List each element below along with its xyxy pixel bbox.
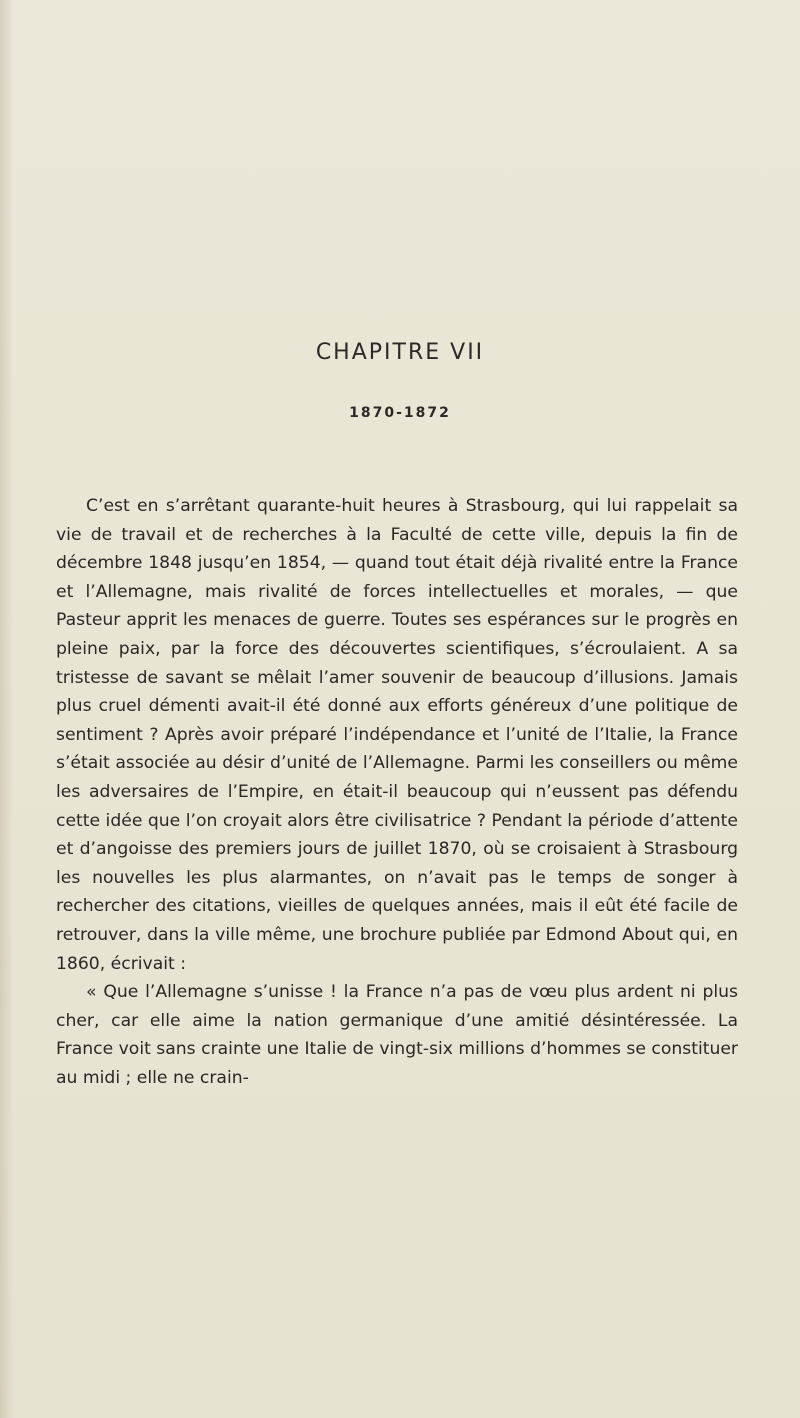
chapter-title: CHAPITRE VII <box>315 340 485 365</box>
body-text <box>56 492 738 1092</box>
quote-paragraph: « Que l’Allemagne s’unisse ! la France n’a pas de vœu plus ardent ni plus cher, car elle aime la nation germanique d’une amitié désintéressée. La France voit sans crainte une Italie de vingt-six millions d’hommes se constituer au midi ; elle ne crain- <box>56 982 738 1088</box>
paragraph: C’est en s’arrêtant quarante-huit heures à Strasbourg, qui lui rappelait sa vie de travail et de recherches à la Faculté de cette ville, depuis la fin de décembre 1848 jusqu’en 1854, — quand tout était déjà rivalité entre la France et l’Allemagne, mais rivalité de forces intellectuelles et morales, — que Pasteur apprit les menaces de guerre. Toutes ses espérances sur le progrès en pleine paix, par la force des découvertes scientifiques, s’écroulaient. A sa tristesse de savant se mêlait l’amer souvenir de beaucoup d’illusions. Jamais plus cruel démenti avait-il été donné aux efforts généreux d’une politique de sentiment ? Après avoir préparé l’indépendance et l’unité de l’Italie, la France s’était associée au désir d’unité de l’Allemagne. Parmi les conseillers ou même les adversaires de l’Empire, en était-il beaucoup qui n’eussent pas défendu cette idée que l’on croyait alors être civilisatrice ? Pendant la période d’attente et d’angoisse des premiers jours de juillet 1870, où se croisaient à Strasbourg les nouvelles les plus alarmantes, on n’avait pas le temps de songer à rechercher des citations, vieilles de quelques années, mais il eût été facile de retrouver, dans la ville même, une brochure publiée par Edmond About qui, en 1860, écrivait : <box>56 496 738 974</box>
page-edge-shadow <box>0 0 14 1418</box>
chapter-dates: 1870-1872 <box>349 405 451 421</box>
